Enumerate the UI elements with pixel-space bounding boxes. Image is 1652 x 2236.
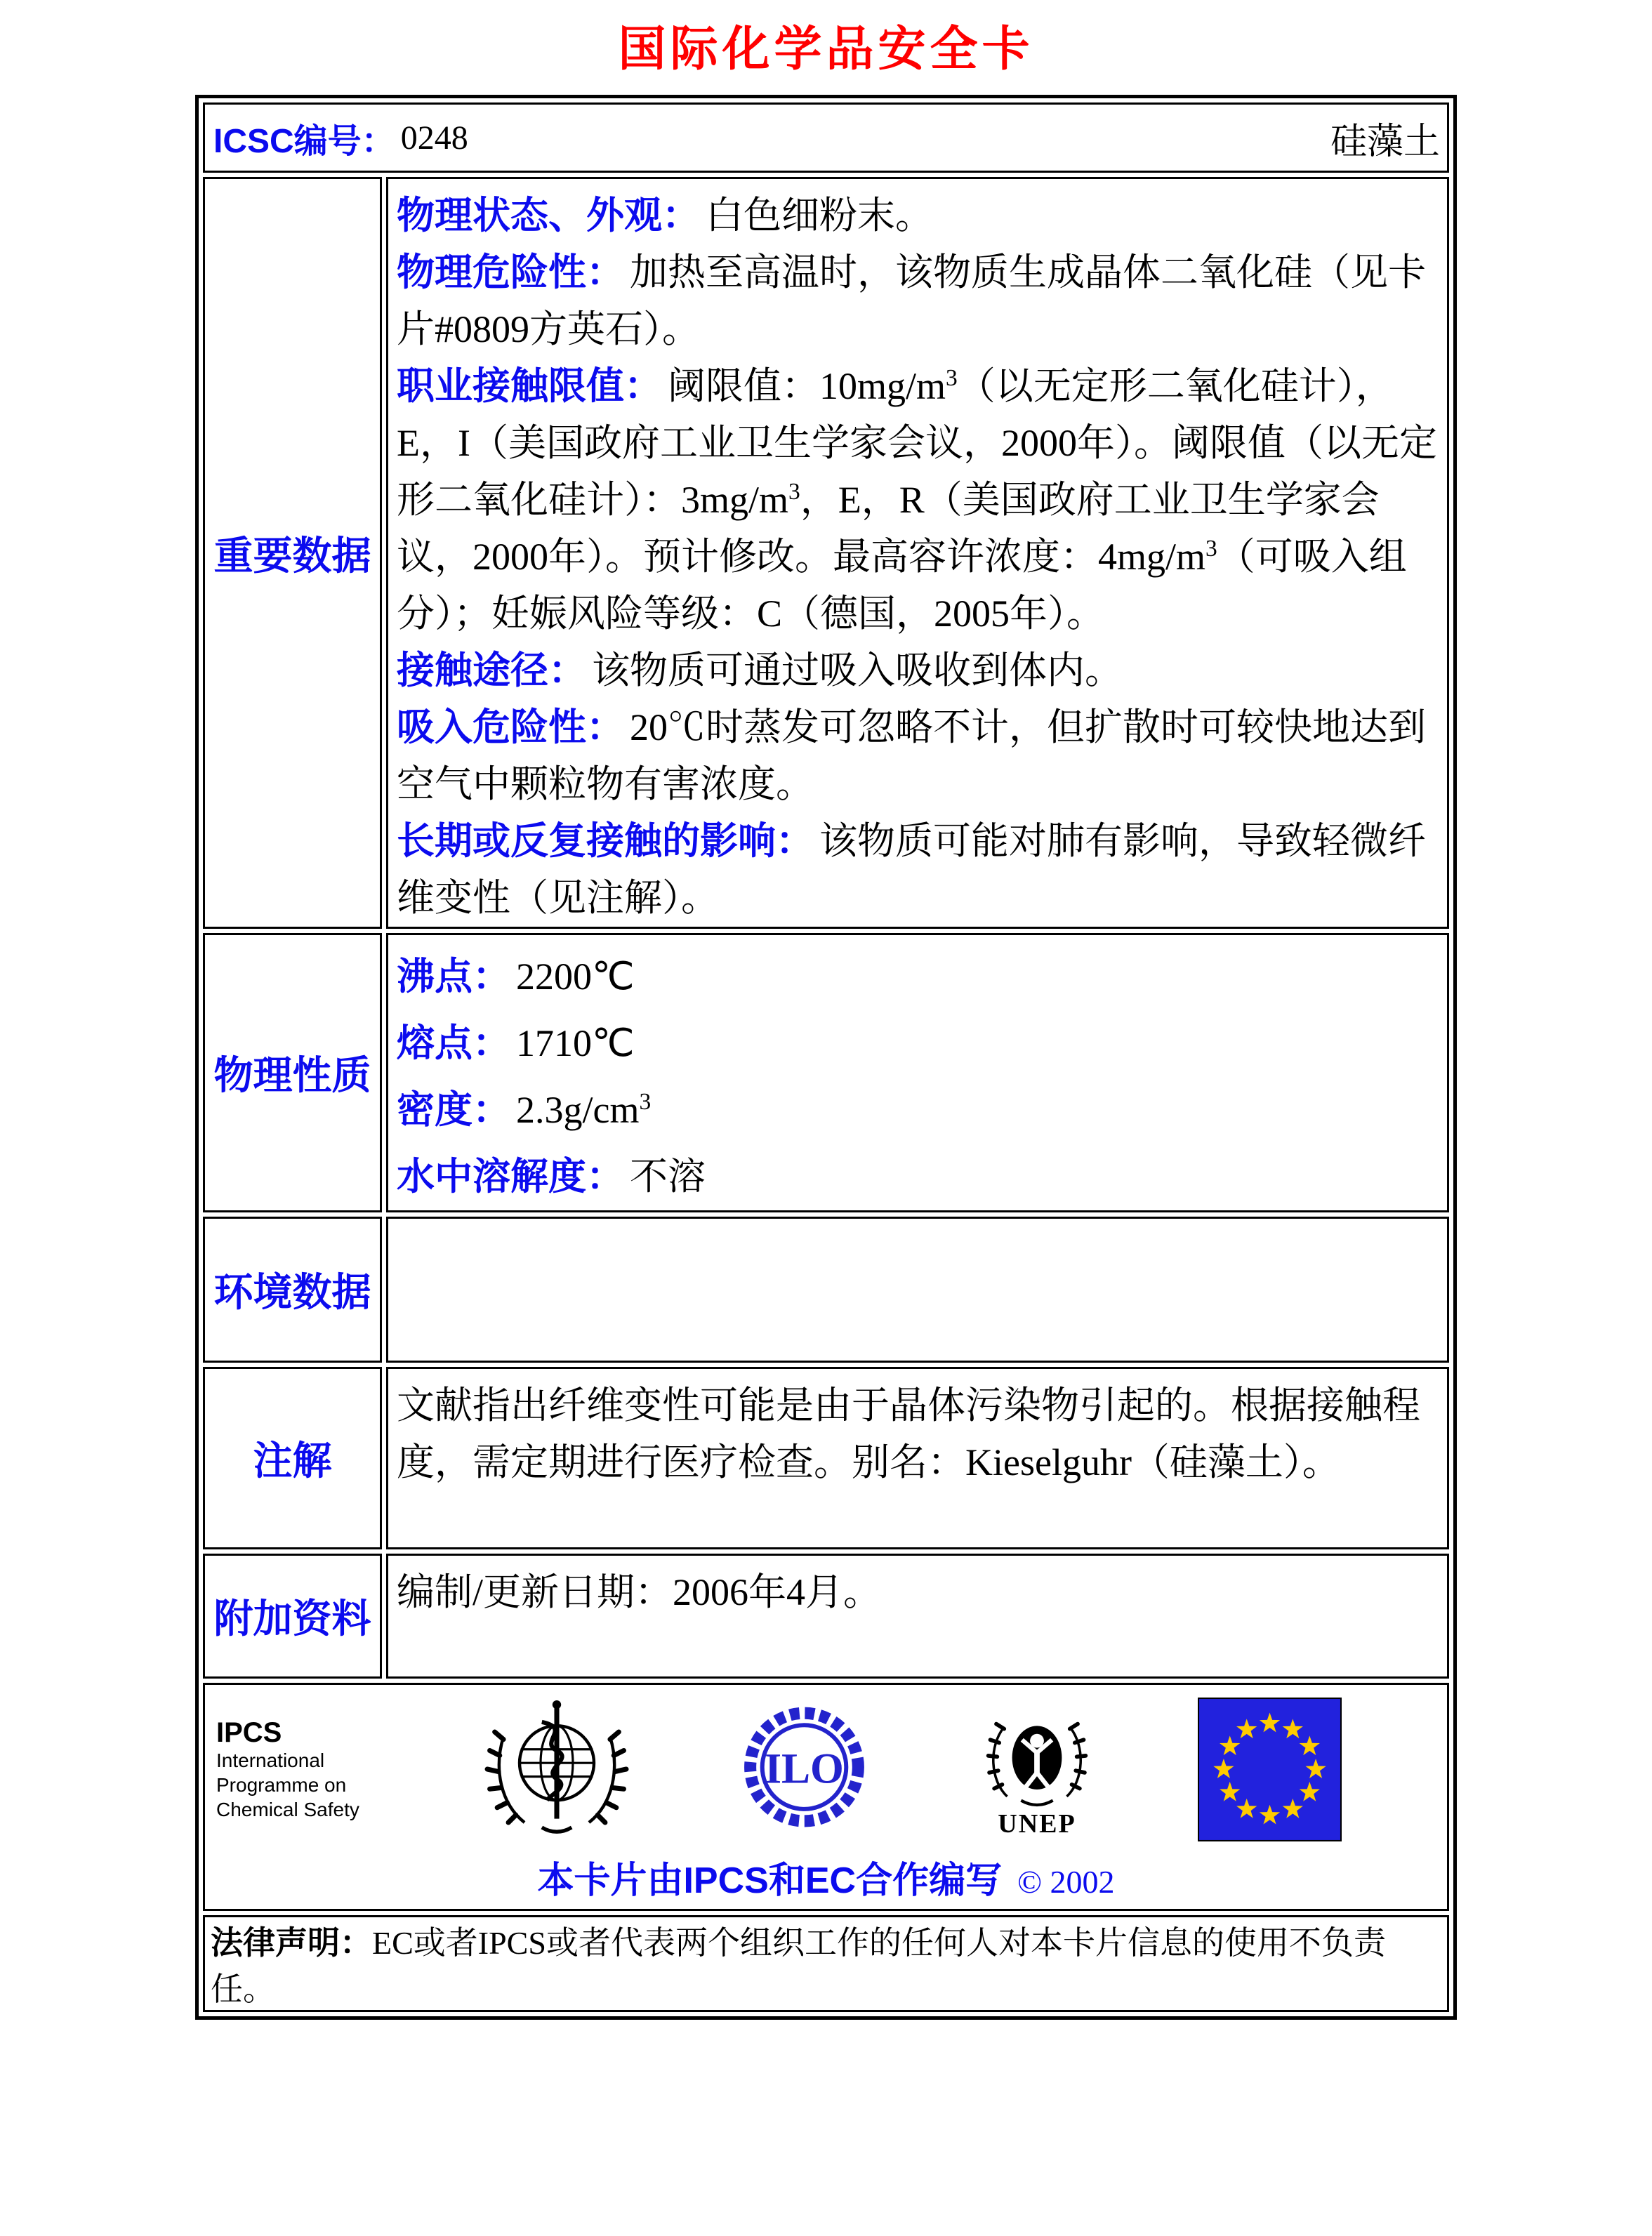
entry-text: ，E，R（美国政府工业卫生学家会议，2000年）。预计修改。最高容许浓度：4mg/m xyxy=(397,479,1380,578)
entry-text: 2.3g/cm xyxy=(516,1089,640,1132)
additional-information-text: 编制/更新日期：2006年4月。 xyxy=(397,1571,882,1614)
entry-water-solubility xyxy=(397,1144,1437,1210)
entry-text: 加热至高温时，该物质生成晶体二氧化硅（见卡片#0809方英石）。 xyxy=(397,251,1426,350)
entry-key: 沸点： xyxy=(397,955,510,998)
section-content-environmental-data xyxy=(386,1217,1449,1363)
entry-key: 密度： xyxy=(397,1089,510,1132)
section-label-additional-information: 附加资料 xyxy=(203,1554,382,1679)
entry-occupational-exposure-limits xyxy=(397,358,1437,642)
section-label-physical-properties: 物理性质 xyxy=(203,933,382,1212)
header-row xyxy=(203,102,1449,173)
entry-text: （可吸入组分）；妊娠风险等级：C（德国，2005年）。 xyxy=(397,536,1407,635)
header-cell xyxy=(203,102,1449,173)
additional-information-row xyxy=(203,1554,1449,1679)
section-label-important-data: 重要数据 xyxy=(203,177,382,929)
icsc-card-table xyxy=(195,95,1457,2020)
entry-physical-hazard xyxy=(397,244,1437,358)
icsc-number-label: ICSC编号： xyxy=(213,122,395,160)
entry-exposure-routes xyxy=(397,642,1437,699)
ipcs-line: Chemical Safety xyxy=(216,1798,359,1820)
section-label-environmental-data: 环境数据 xyxy=(203,1217,382,1363)
ilo-logo-icon xyxy=(732,1698,876,1841)
entry-melting-point xyxy=(397,1010,1437,1077)
entry-inhalation-risk xyxy=(397,699,1437,813)
entry-key: 水中溶解度： xyxy=(397,1156,624,1198)
icsc-number-value: 0248 xyxy=(400,119,468,157)
section-content-notes xyxy=(386,1367,1449,1549)
superscript: 3 xyxy=(788,479,800,505)
entry-text: 白色细粉末。 xyxy=(706,194,933,237)
ipcs-text-block xyxy=(216,1717,381,1822)
section-content-important-data xyxy=(386,177,1449,929)
legal-notice-cell xyxy=(203,1915,1449,2012)
unep-logo-icon xyxy=(977,1701,1097,1813)
section-content-additional-information xyxy=(386,1554,1449,1679)
ipcs-acronym: IPCS xyxy=(216,1716,282,1748)
unep-wordmark: UNEP xyxy=(998,1809,1076,1839)
legal-notice-text: EC或者IPCS或者代表两个组织工作的任何人对本卡片信息的使用不负责任。 xyxy=(211,1925,1386,2008)
entry-key: 长期或反复接触的影响： xyxy=(397,820,814,862)
entry-key: 接触途径： xyxy=(397,649,586,692)
notes-row xyxy=(203,1367,1449,1549)
entry-text: 不溶 xyxy=(630,1156,706,1198)
entry-text: 阈限值：10mg/m xyxy=(668,365,946,407)
important-data-row xyxy=(203,177,1449,929)
cooperation-caption xyxy=(205,1851,1447,1903)
entry-physical-state xyxy=(397,187,1437,244)
who-logo-icon xyxy=(482,1695,631,1844)
entry-text: 该物质可通过吸入吸收到体内。 xyxy=(592,649,1123,692)
logos-cell xyxy=(203,1683,1449,1911)
section-label-notes: 注解 xyxy=(203,1367,382,1549)
superscript: 3 xyxy=(946,365,958,391)
superscript: 3 xyxy=(1205,536,1217,562)
entry-text: （以无定形二氧化硅计），E，I（美国政府工业卫生学家会议，2000年）。阈限值（以无定形二氧化硅计）： xyxy=(397,365,1437,521)
ipcs-line: Programme on xyxy=(216,1773,347,1796)
entry-key: 物理危险性： xyxy=(397,251,624,293)
entry-text: 2200℃ xyxy=(516,955,635,998)
page-title: 国际化学品安全卡 xyxy=(618,22,1034,76)
entry-key: 职业接触限值： xyxy=(397,365,662,407)
environmental-data-row xyxy=(203,1217,1449,1363)
entry-text: 20℃时蒸发可忽略不计，但扩散时可较快地达到空气中颗粒物有害浓度。 xyxy=(397,706,1426,805)
entry-text: 该物质可能对肺有影响，导致轻微纤维变性（见注解）。 xyxy=(397,820,1426,919)
notes-text: 文献指出纤维变性可能是由于晶体污染物引起的。根据接触程度，需定期进行医疗检查。别名：Kieselguhr（硅藻土）。 xyxy=(397,1384,1420,1484)
entry-density xyxy=(397,1077,1437,1144)
entry-text: 3mg/m xyxy=(681,479,789,521)
logos-strip xyxy=(205,1692,1447,1844)
entry-text: 1710℃ xyxy=(516,1022,635,1065)
entry-key: 物理状态、外观： xyxy=(397,194,700,237)
section-content-physical-properties xyxy=(386,933,1449,1212)
logos-row xyxy=(203,1683,1449,1911)
copyright-text: © 2002 xyxy=(1017,1864,1115,1900)
entry-boiling-point xyxy=(397,944,1437,1010)
entry-key: 熔点： xyxy=(397,1022,510,1065)
superscript: 3 xyxy=(639,1089,652,1116)
legal-notice-label: 法律声明： xyxy=(211,1924,372,1962)
legal-notice-row xyxy=(203,1915,1449,2012)
cooperation-caption-text: 本卡片由IPCS和EC合作编写 xyxy=(537,1860,1003,1902)
ipcs-line: International xyxy=(216,1749,325,1771)
svg-text:ILO: ILO xyxy=(765,1744,844,1792)
unep-logo-block xyxy=(977,1701,1097,1837)
eu-flag-icon xyxy=(1198,1698,1342,1841)
entry-key: 吸入危险性： xyxy=(397,706,624,748)
physical-properties-row xyxy=(203,933,1449,1212)
substance-name: 硅藻土 xyxy=(1330,121,1440,162)
entry-long-term-effects xyxy=(397,813,1437,927)
header-content xyxy=(205,112,1447,164)
